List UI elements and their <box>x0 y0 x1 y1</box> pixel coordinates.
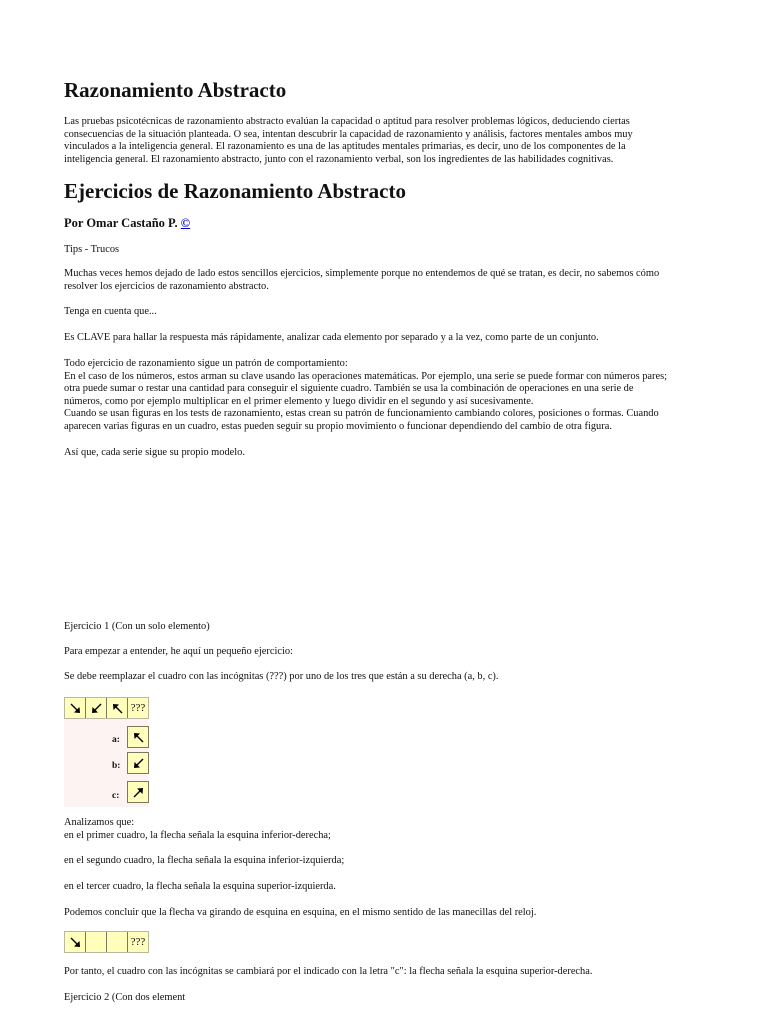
intro-line-2: consecuencias de la situación planteada. O sea, intentan descubrir la capacidad de razonamiento y análisis, factores mentales ambos muy <box>64 128 633 140</box>
sequence-cell-2 <box>86 698 107 718</box>
arrow-up-left-icon <box>112 703 123 714</box>
exercise2-title: Ejercicio 2 (Con dos element <box>64 992 186 1003</box>
exercise1-sequence <box>64 697 149 719</box>
intro-line-3: vinculados a la inteligencia general. El razonamiento es una de las aptitudes mentales primarias, es decir, uno de los componentes de la <box>64 141 626 152</box>
author-name: Por Omar Castaño P. <box>64 216 178 230</box>
page-title: Razonamiento Abstracto <box>64 78 287 102</box>
para4-line-3: otra puede sumar o restar una cantidad para conseguir el siguiente cuadro. También se usa la combinación de operaciones en una serie de <box>64 383 634 394</box>
answer-cell-2 <box>86 932 107 952</box>
exercise1-instructions: Se debe reemplazar el cuadro con las incógnitas (???) por uno de los tres que están a su derecha (a, b, c). <box>64 671 499 682</box>
para1-line-2: resolver los ejercicios de razonamiento abstracto. <box>64 280 269 292</box>
section-title: Ejercicios de Razonamiento Abstracto <box>64 179 406 203</box>
sequence-cell-3 <box>107 698 128 718</box>
para4-line-6: aparecen varias figuras en un cuadro, estas pueden seguir su propio movimiento o funcionar dependiendo del cambio de otra figura. <box>64 420 612 432</box>
arrow-down-right-icon <box>70 703 81 714</box>
para4-line-1: Todo ejercicio de razonamiento sigue un patrón de comportamiento: <box>64 358 348 369</box>
para3: Es CLAVE para hallar la respuesta más rápidamente, analizar cada elemento por separado y a la vez, como parte de un conjunto. <box>64 332 599 343</box>
author-line <box>64 217 704 230</box>
arrow-up-left-icon <box>133 732 144 743</box>
option-b-box <box>127 752 149 774</box>
para4-line-4: números, como por ejemplo multiplicar en el primer elemento y luego dividir en el segundo y así sucesivamente. <box>64 395 534 407</box>
copyright-link[interactable]: © <box>180 216 191 230</box>
tips-label: Tips - Trucos <box>64 244 120 255</box>
option-c-label: c: <box>112 791 120 801</box>
answer-text: Por tanto, el cuadro con las incógnitas se cambiará por el indicado con la letra "c": la flecha señala la esquina superior-derecha. <box>64 966 593 977</box>
analysis-line-3: en el segundo cuadro, la flecha señala la esquina inferior-izquierda; <box>64 855 345 866</box>
exercise1-options <box>64 719 148 807</box>
option-a-label: a: <box>112 735 120 745</box>
exercise1-intro: Para empezar a entender, he aquí un pequeño ejercicio: <box>64 646 293 657</box>
arrow-down-left-icon <box>133 758 144 769</box>
answer-cell-1 <box>65 932 86 952</box>
answer-unknown-cell: ??? <box>128 932 148 952</box>
option-b-label: b: <box>112 761 121 771</box>
conclusion: Podemos concluir que la flecha va girando de esquina en esquina, en el mismo sentido de las manecillas del reloj. <box>64 907 537 918</box>
sequence-cell-1 <box>65 698 86 718</box>
answer-sequence <box>64 931 149 953</box>
intro-line-1: Las pruebas psicotécnicas de razonamiento abstracto evalúan la capacidad o aptitud para resolver problemas lógicos, deduciendo ciertas <box>64 116 630 127</box>
para4-line-5: Cuando se usan figuras en los tests de razonamiento, estas crean su patrón de funcionamiento cambiando colores, posiciones o formas. Cuando <box>64 408 659 419</box>
para1-line-1: Muchas veces hemos dejado de lado estos sencillos ejercicios, simplemente porque no entendemos de qué se tratan, es decir, no sabemos cómo <box>64 268 660 279</box>
para2: Tenga en cuenta que... <box>64 306 157 317</box>
analysis-line-4: en el tercer cuadro, la flecha señala la esquina superior-izquierda. <box>64 881 336 892</box>
arrow-up-right-icon <box>133 787 144 798</box>
para4-line-2: En el caso de los números, estos arman su clave usando las operaciones matemáticas. Por ejemplo, una serie se puede formar con números pares; <box>64 370 668 382</box>
analysis-line-2: en el primer cuadro, la flecha señala la esquina inferior-derecha; <box>64 829 331 841</box>
exercise1-title: Ejercicio 1 (Con un solo elemento) <box>64 621 210 632</box>
intro-line-4: inteligencia general. El razonamiento abstracto, junto con el razonamiento verbal, son los ingredientes de las habilidades cognitivas. <box>64 153 614 165</box>
arrow-down-left-icon <box>91 703 102 714</box>
arrow-down-right-icon <box>70 937 81 948</box>
option-c-box <box>127 781 149 803</box>
answer-cell-3 <box>107 932 128 952</box>
option-a-box <box>127 726 149 748</box>
sequence-unknown-cell: ??? <box>128 698 148 718</box>
para5: Así que, cada serie sigue su propio modelo. <box>64 447 245 458</box>
analysis-line-1: Analizamos que: <box>64 817 135 828</box>
